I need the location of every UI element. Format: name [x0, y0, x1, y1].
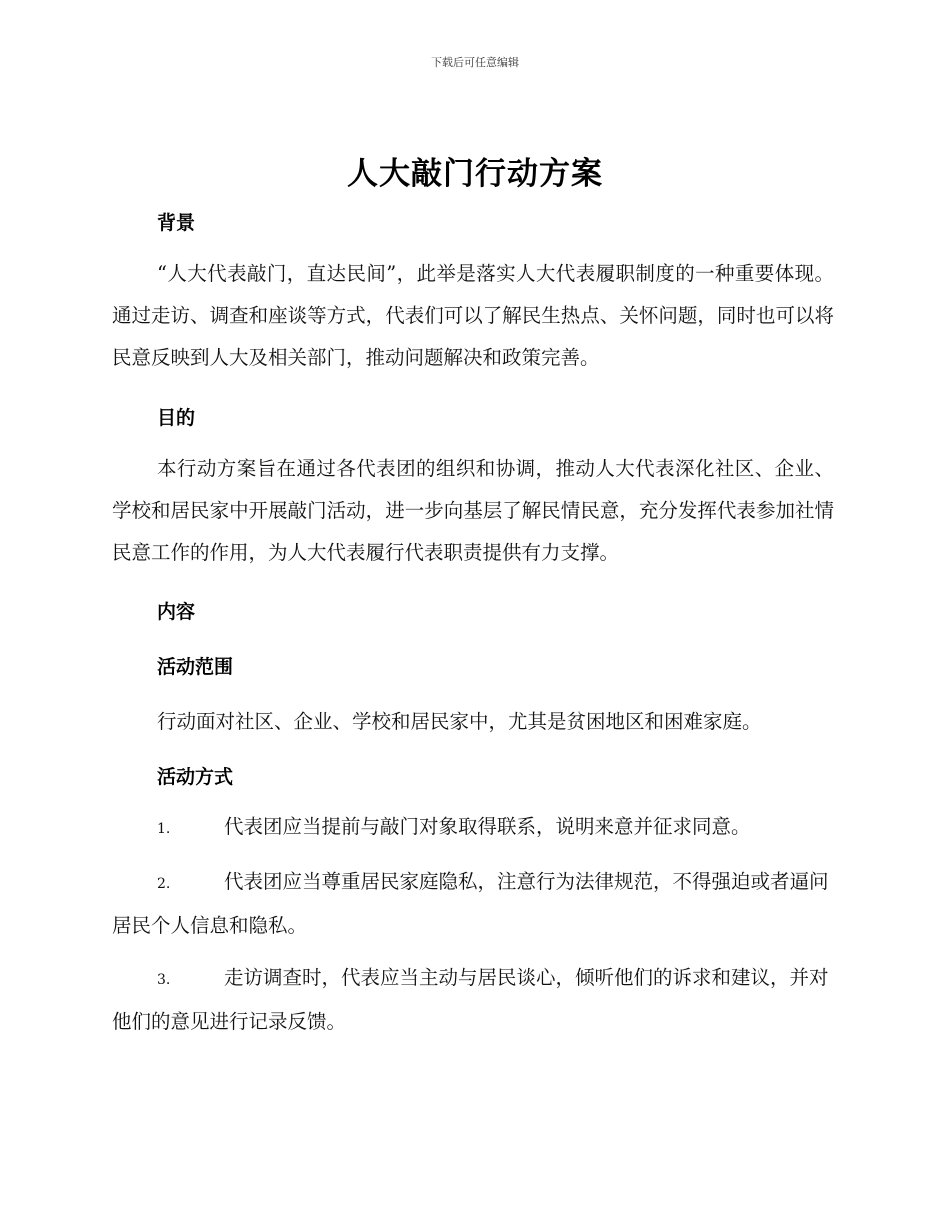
subsection-heading-method: 活动方式 — [157, 766, 234, 788]
list-item-number: 3. — [157, 972, 171, 988]
list-item-number: 2. — [157, 876, 171, 892]
list-item-text: 代表团应当提前与敲门对象取得联系，说明来意并征求同意。 — [224, 815, 751, 838]
paragraph-background: “人大代表敲门，直达民间”，此举是落实人大代表履职制度的一种重要体现。通过走访、调查和座谈等方式，代表们可以了解民生热点、关怀问题，同时也可以将民意反映到人大及相关部门，推动问题解决和政策完善。 — [112, 262, 834, 369]
list-item — [112, 861, 834, 947]
document-title: 人大敲门行动方案 — [347, 156, 603, 192]
list-item-text: 代表团应当尊重居民家庭隐私，注意行为法律规范，不得强迫或者逼问居民个人信息和隐私。 — [112, 870, 829, 937]
section-heading-purpose: 目的 — [157, 407, 196, 429]
list-item — [112, 806, 834, 850]
paragraph-scope: 行动面对社区、企业、学校和居民家中，尤其是贫困地区和困难家庭。 — [157, 710, 762, 733]
section-heading-background: 背景 — [157, 212, 196, 234]
section-heading-content: 内容 — [157, 601, 196, 623]
list-item — [112, 957, 834, 1043]
page-header-note: 下载后可任意编辑 — [431, 56, 519, 69]
paragraph-purpose: 本行动方案旨在通过各代表团的组织和协调，推动人大代表深化社区、企业、学校和居民家中开展敲门活动，进一步向基层了解民情民意，充分发挥代表参加社情民意工作的作用，为人大代表履行代表职责提供有力支撑。 — [112, 457, 834, 564]
list-item-text: 走访调查时，代表应当主动与居民谈心，倾听他们的诉求和建议，并对他们的意见进行记录反馈。 — [112, 966, 829, 1033]
subsection-heading-scope: 活动范围 — [157, 656, 234, 678]
list-item-number: 1. — [157, 821, 171, 837]
